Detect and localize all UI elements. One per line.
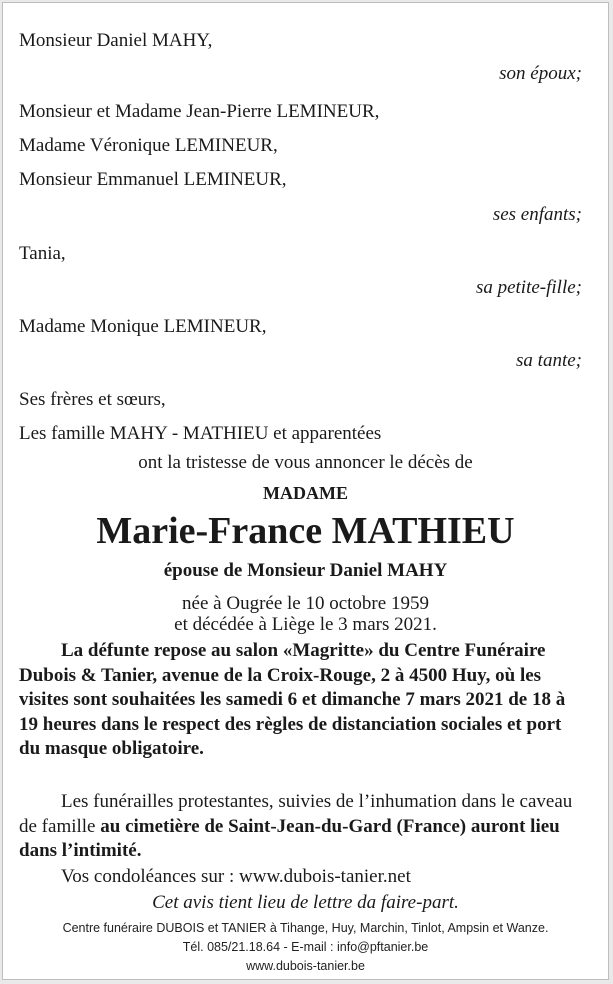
child-3: Monsieur Emmanuel LEMINEUR, xyxy=(19,169,287,190)
funeral-paragraph xyxy=(19,790,585,864)
children-role: ses enfants; xyxy=(492,204,582,225)
funeral-text xyxy=(19,790,585,864)
notice-line: Cet avis tient lieu de lettre da faire-part. xyxy=(152,892,459,913)
child-2: Madame Véronique LEMINEUR, xyxy=(19,135,278,156)
granddaughter-name: Tania, xyxy=(19,243,66,264)
footer-funeral-centre: Centre funéraire DUBOIS et TANIER à Tihange, Huy, Marchin, Tinlot, Ampsin et Wanze. xyxy=(62,921,549,935)
child-1: Monsieur et Madame Jean-Pierre LEMINEUR, xyxy=(19,101,380,122)
deceased-spouse-line: épouse de Monsieur Daniel MAHY xyxy=(163,560,448,581)
funeral-text-start: Les funérailles protestantes, suivies de l’inhumation dans le caveau de famille xyxy=(19,791,573,837)
siblings-line: Ses frères et sœurs, xyxy=(19,389,166,410)
announcement-intro: ont la tristesse de vous annoncer le décès de xyxy=(138,452,473,473)
death-line: et décédée à Liège le 3 mars 2021. xyxy=(174,614,437,635)
footer-website: www.dubois-tanier.be xyxy=(246,959,365,973)
condolences-line: Vos condoléances sur : www.dubois-tanier.net xyxy=(61,866,411,887)
funeral-text-bold: au cimetière de Saint-Jean-du-Gard (France) auront lieu dans l’intimité. xyxy=(19,815,560,861)
deceased-title: MADAME xyxy=(263,483,348,503)
deceased-name: Marie-France MATHIEU xyxy=(96,510,515,552)
relatives-line: Les famille MAHY - MATHIEU et apparentées xyxy=(19,423,382,444)
visitation-paragraph xyxy=(19,639,585,762)
birth-line: née à Ougrée le 10 octobre 1959 xyxy=(182,593,429,614)
footer-contact: Tél. 085/21.18.64 - E-mail : info@pftanier.be xyxy=(182,940,429,954)
visitation-text: La défunte repose au salon «Magritte» du Centre Funéraire Dubois & Tanier, avenue de la Croix-Rouge, 2 à 4500 Huy, où les visites sont souhaitées les samedi 6 et dimanche 7 mars 2021 de 18 à 19 heures dans le respect des règles de distanciation sociales et port du masque obligatoire. xyxy=(19,640,566,759)
aunt-role: sa tante; xyxy=(516,350,582,371)
obituary-notice xyxy=(2,2,609,980)
granddaughter-role: sa petite-fille; xyxy=(475,277,582,298)
aunt-name: Madame Monique LEMINEUR, xyxy=(19,316,267,337)
spouse-role: son époux; xyxy=(499,63,582,84)
spouse-name: Monsieur Daniel MAHY, xyxy=(19,30,213,51)
